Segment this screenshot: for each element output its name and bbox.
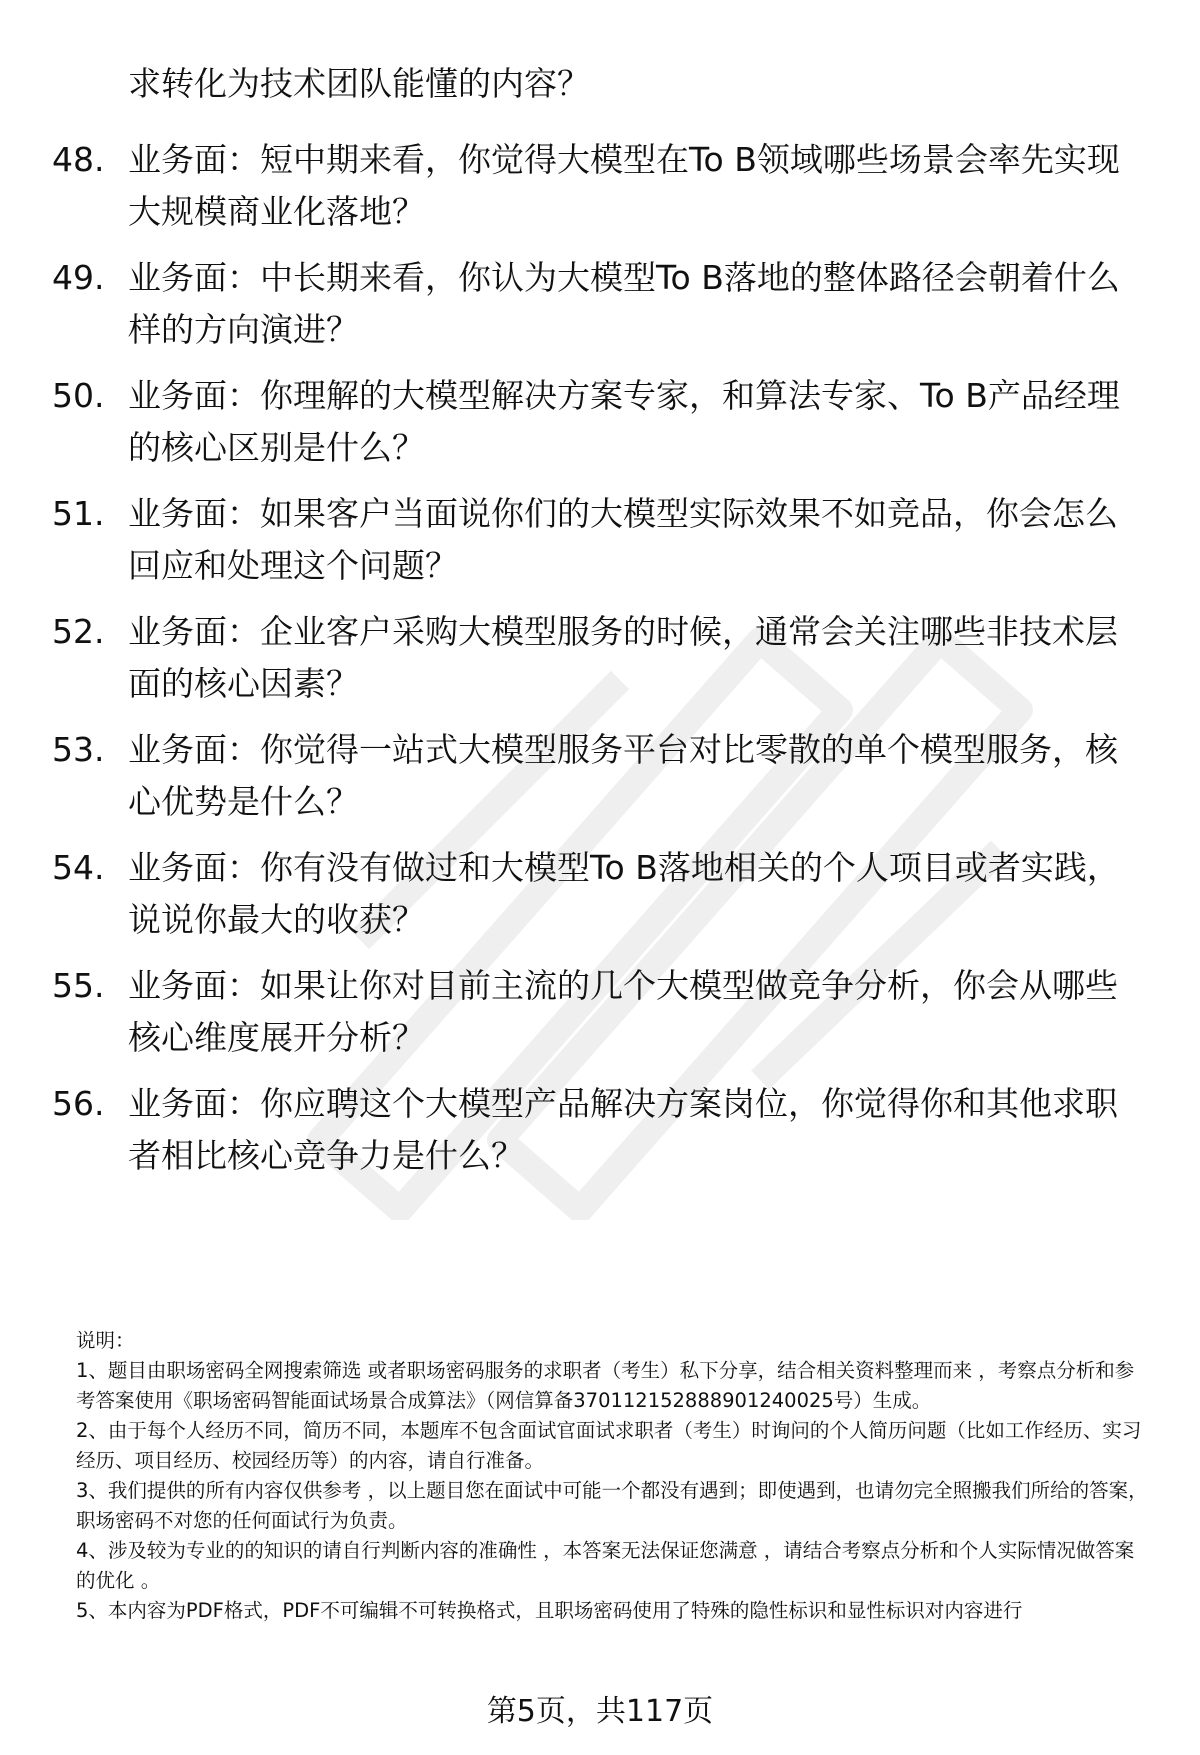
question-text: 业务面：中长期来看，你认为大模型To B落地的整体路径会朝着什么样的方向演进？	[128, 258, 1120, 349]
question-text: 业务面：短中期来看，你觉得大模型在To B领域哪些场景会率先实现大规模商业化落地？	[128, 140, 1120, 231]
question-number: 49.	[52, 258, 105, 297]
note-item: 4、涉及较为专业的的知识的请自行判断内容的准确性 ，本答案无法保证您满意 ，请结合考察点分析和个人实际情况做答案的优化 。	[76, 1539, 1135, 1592]
question-number: 52.	[52, 612, 105, 651]
question-text: 业务面：企业客户采购大模型服务的时候，通常会关注哪些非技术层面的核心因素？	[128, 612, 1118, 703]
continued-question-text: 求转化为技术团队能懂的内容？	[128, 64, 590, 103]
question-text: 业务面：你应聘这个大模型产品解决方案岗位，你觉得你和其他求职者相比核心竞争力是什么？	[128, 1084, 1118, 1175]
question-number: 51.	[52, 494, 105, 533]
question-text: 业务面：你有没有做过和大模型To B落地相关的个人项目或者实践，说说你最大的收获？	[128, 848, 1120, 939]
question-number: 54.	[52, 848, 105, 887]
question-number: 53.	[52, 730, 105, 769]
note-item: 3、我们提供的所有内容仅供参考 ，以上题目您在面试中可能一个都没有遇到；即使遇到，也请勿完全照搬我们所给的答案，职场密码不对您的任何面试行为负责。	[76, 1479, 1148, 1532]
notes-heading: 说明：	[76, 1329, 135, 1352]
note-item: 1、题目由职场密码全网搜索筛选 或者职场密码服务的求职者（考生）私下分享，结合相关资料整理而来 ，考察点分析和参考答案使用《职场密码智能面试场景合成算法》（网信算备370112152888901240025号）生成。	[76, 1359, 1135, 1412]
question-number: 55.	[52, 966, 105, 1005]
question-text: 业务面：你觉得一站式大模型服务平台对比零散的单个模型服务，核心优势是什么？	[128, 730, 1118, 821]
question-number: 48.	[52, 140, 105, 179]
question-text: 业务面：如果让你对目前主流的几个大模型做竞争分析，你会从哪些核心维度展开分析？	[128, 966, 1118, 1057]
question-text: 业务面：你理解的大模型解决方案专家，和算法专家、To B产品经理的核心区别是什么？	[128, 376, 1120, 467]
disclaimer-notes	[76, 1326, 1148, 1626]
question-number: 50.	[52, 376, 105, 415]
note-item: 2、由于每个人经历不同，简历不同，本题库不包含面试官面试求职者（考生）时询问的个人简历问题（比如工作经历、实习经历、项目经历、校园经历等）的内容，请自行准备。	[76, 1419, 1142, 1472]
question-text: 业务面：如果客户当面说你们的大模型实际效果不如竞品，你会怎么回应和处理这个问题？	[128, 494, 1118, 585]
question-number: 56.	[52, 1084, 105, 1123]
note-item: 5、本内容为PDF格式，PDF不可编辑不可转换格式，且职场密码使用了特殊的隐性标识和显性标识对内容进行	[76, 1599, 1023, 1622]
page-number-footer: 第5页，共117页	[486, 1694, 714, 1729]
